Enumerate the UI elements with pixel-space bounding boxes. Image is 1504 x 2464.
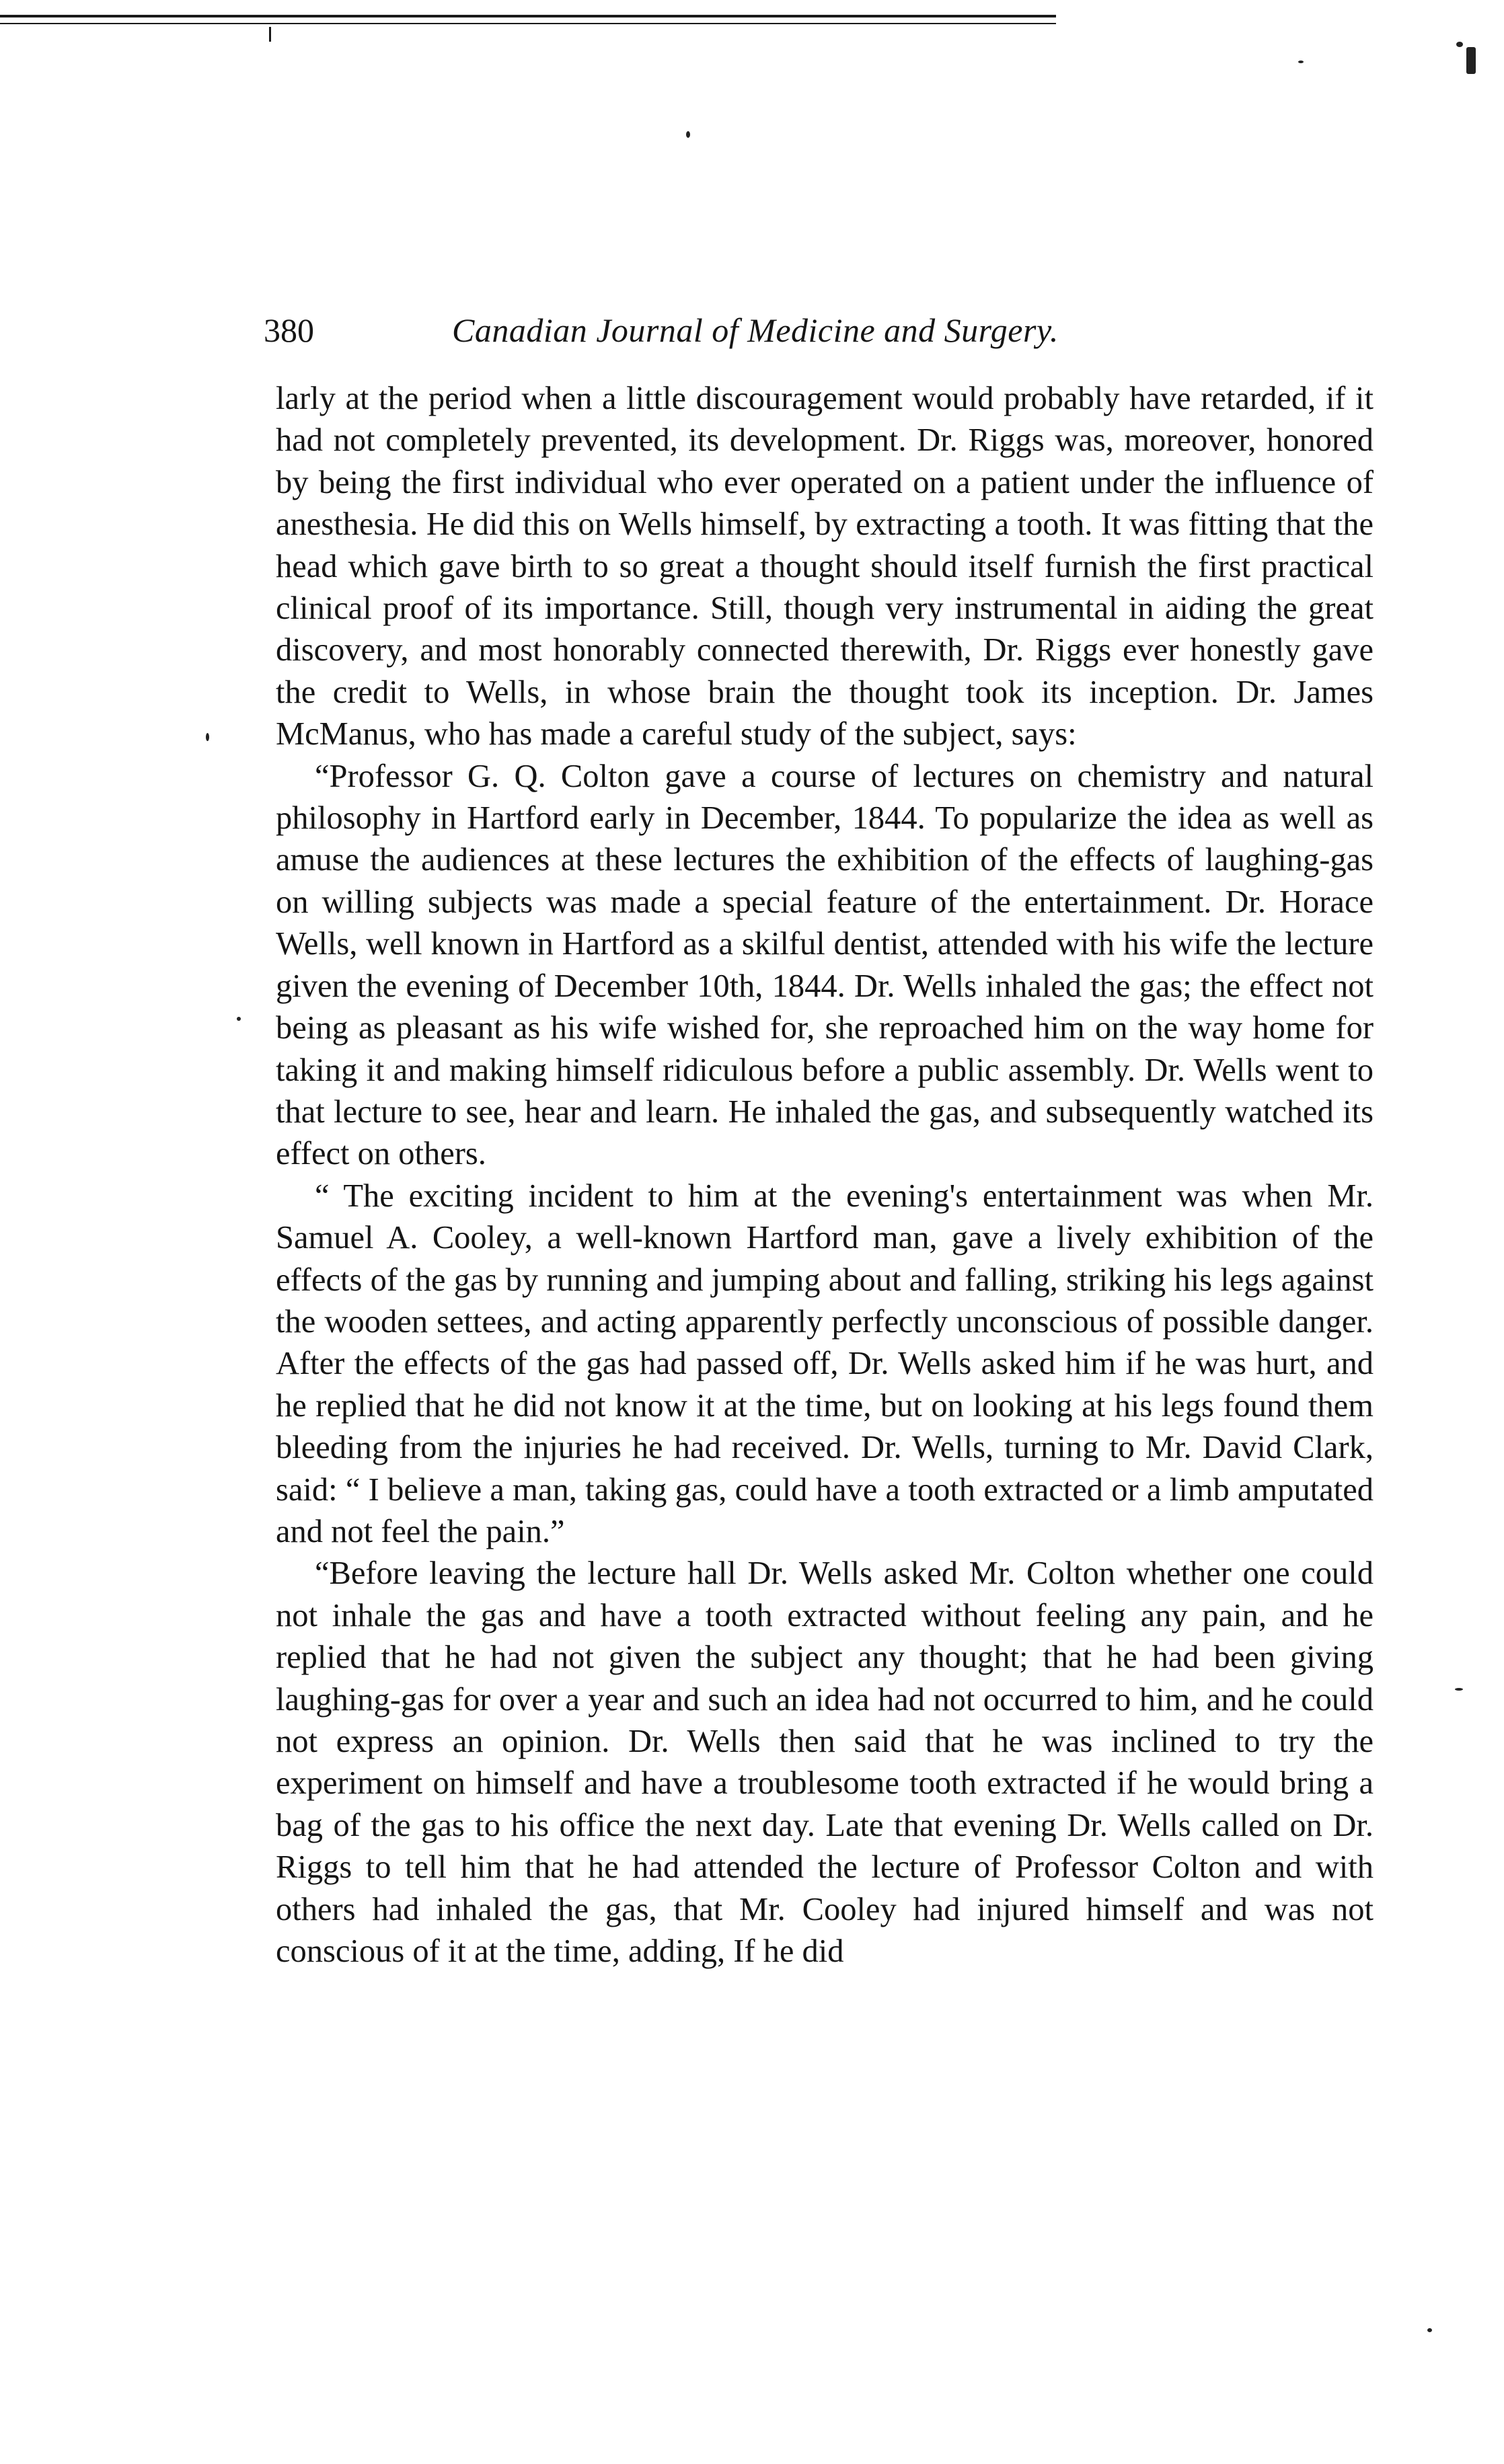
scan-speck — [686, 131, 690, 138]
paragraph-2: “Professor G. Q. Colton gave a course of lectures on chemistry and natural philosophy in Hartford early in December, 1844. To popularize the idea as well as amuse the audiences at these lectures the exhibition of the effects of laughing-gas on willing subjects was made a special feature of the entertainment. Dr. Horace Wells, well known in Hartford as a skilful dentist, attended with his wife the lecture given the evening of December 10th, 1844. Dr. Wells inhaled the gas; the effect not being as pleasant as his wife wished for, she reproached him on the way home for taking it and making himself ridiculous before a public assembly. Dr. Wells went to that lecture to see, hear and learn. He inhaled the gas, and subsequently watched its effect on others. — [276, 758, 1374, 1172]
scan-speck — [1427, 2328, 1432, 2332]
scan-speck — [1466, 47, 1476, 74]
scan-speck — [1455, 1688, 1463, 1691]
running-header — [264, 300, 1212, 360]
scan-speck — [206, 733, 209, 741]
scan-speck — [1298, 61, 1304, 63]
paragraph-1: larly at the period when a little discouragement would probably have retarded, if it had not completely prevented, its development. Dr. Riggs was, moreover, honored by being the first individual who ever operated on a patient under the influence of anesthesia. He did this on Wells himself, by extracting a tooth. It was fitting that the head which gave birth to so great a thought should itself furnish the first practical clinical proof of its importance. Still, though very instrumental in aiding the great discovery, and most honorably connected therewith, Dr. Riggs ever honestly gave the credit to Wells, in whose brain the thought took its inception. Dr. James McManus, who has made a careful study of the subject, says: — [276, 381, 1374, 753]
top-rule — [0, 15, 1056, 17]
scan-speck — [1456, 42, 1463, 47]
scan-speck — [237, 1017, 241, 1021]
page-number: 380 — [264, 311, 314, 349]
paragraph-4: “Before leaving the lecture hall Dr. Wells asked Mr. Colton whether one could not inhale the gas and have a tooth extracted without feeling any pain, and he replied that he had not given the subject any thought; that he had been giving laughing-gas for over a year and such an idea had not occurred to him, and he could not express an opinion. Dr. Wells then said that he was inclined to try the experiment on himself and have a troublesome tooth extracted if he would bring a bag of the gas to his office the next day. Late that evening Dr. Wells called on Dr. Riggs to tell him that he had attended the lecture of Professor Colton and with others had inhaled the gas, that Mr. Cooley had injured himself and was not conscious of it at the time, adding, If he did — [276, 1555, 1374, 1970]
paragraph-3: “ The exciting incident to him at the evening's entertainment was when Mr. Samuel A. Cooley, a well-known Hartford man, gave a lively exhibition of the effects of the gas by running and jumping about and falling, striking his legs against the wooden settees, and acting apparently perfectly unconscious of possible danger. After the effects of the gas had passed off, Dr. Wells asked him if he was hurt, and he replied that he did not know it at the time, but on looking at his legs found them bleeding from the injuries he had received. Dr. Wells, turning to Mr. David Clark, said: “ I believe a man, taking gas, could have a tooth extracted or a limb amputated and not feel the pain.” — [276, 1178, 1374, 1549]
rule-tick-mark — [269, 27, 271, 42]
article-body — [276, 378, 1374, 1972]
running-title: Canadian Journal of Medicine and Surgery. — [452, 311, 1059, 349]
top-rule-thin — [0, 23, 1056, 24]
